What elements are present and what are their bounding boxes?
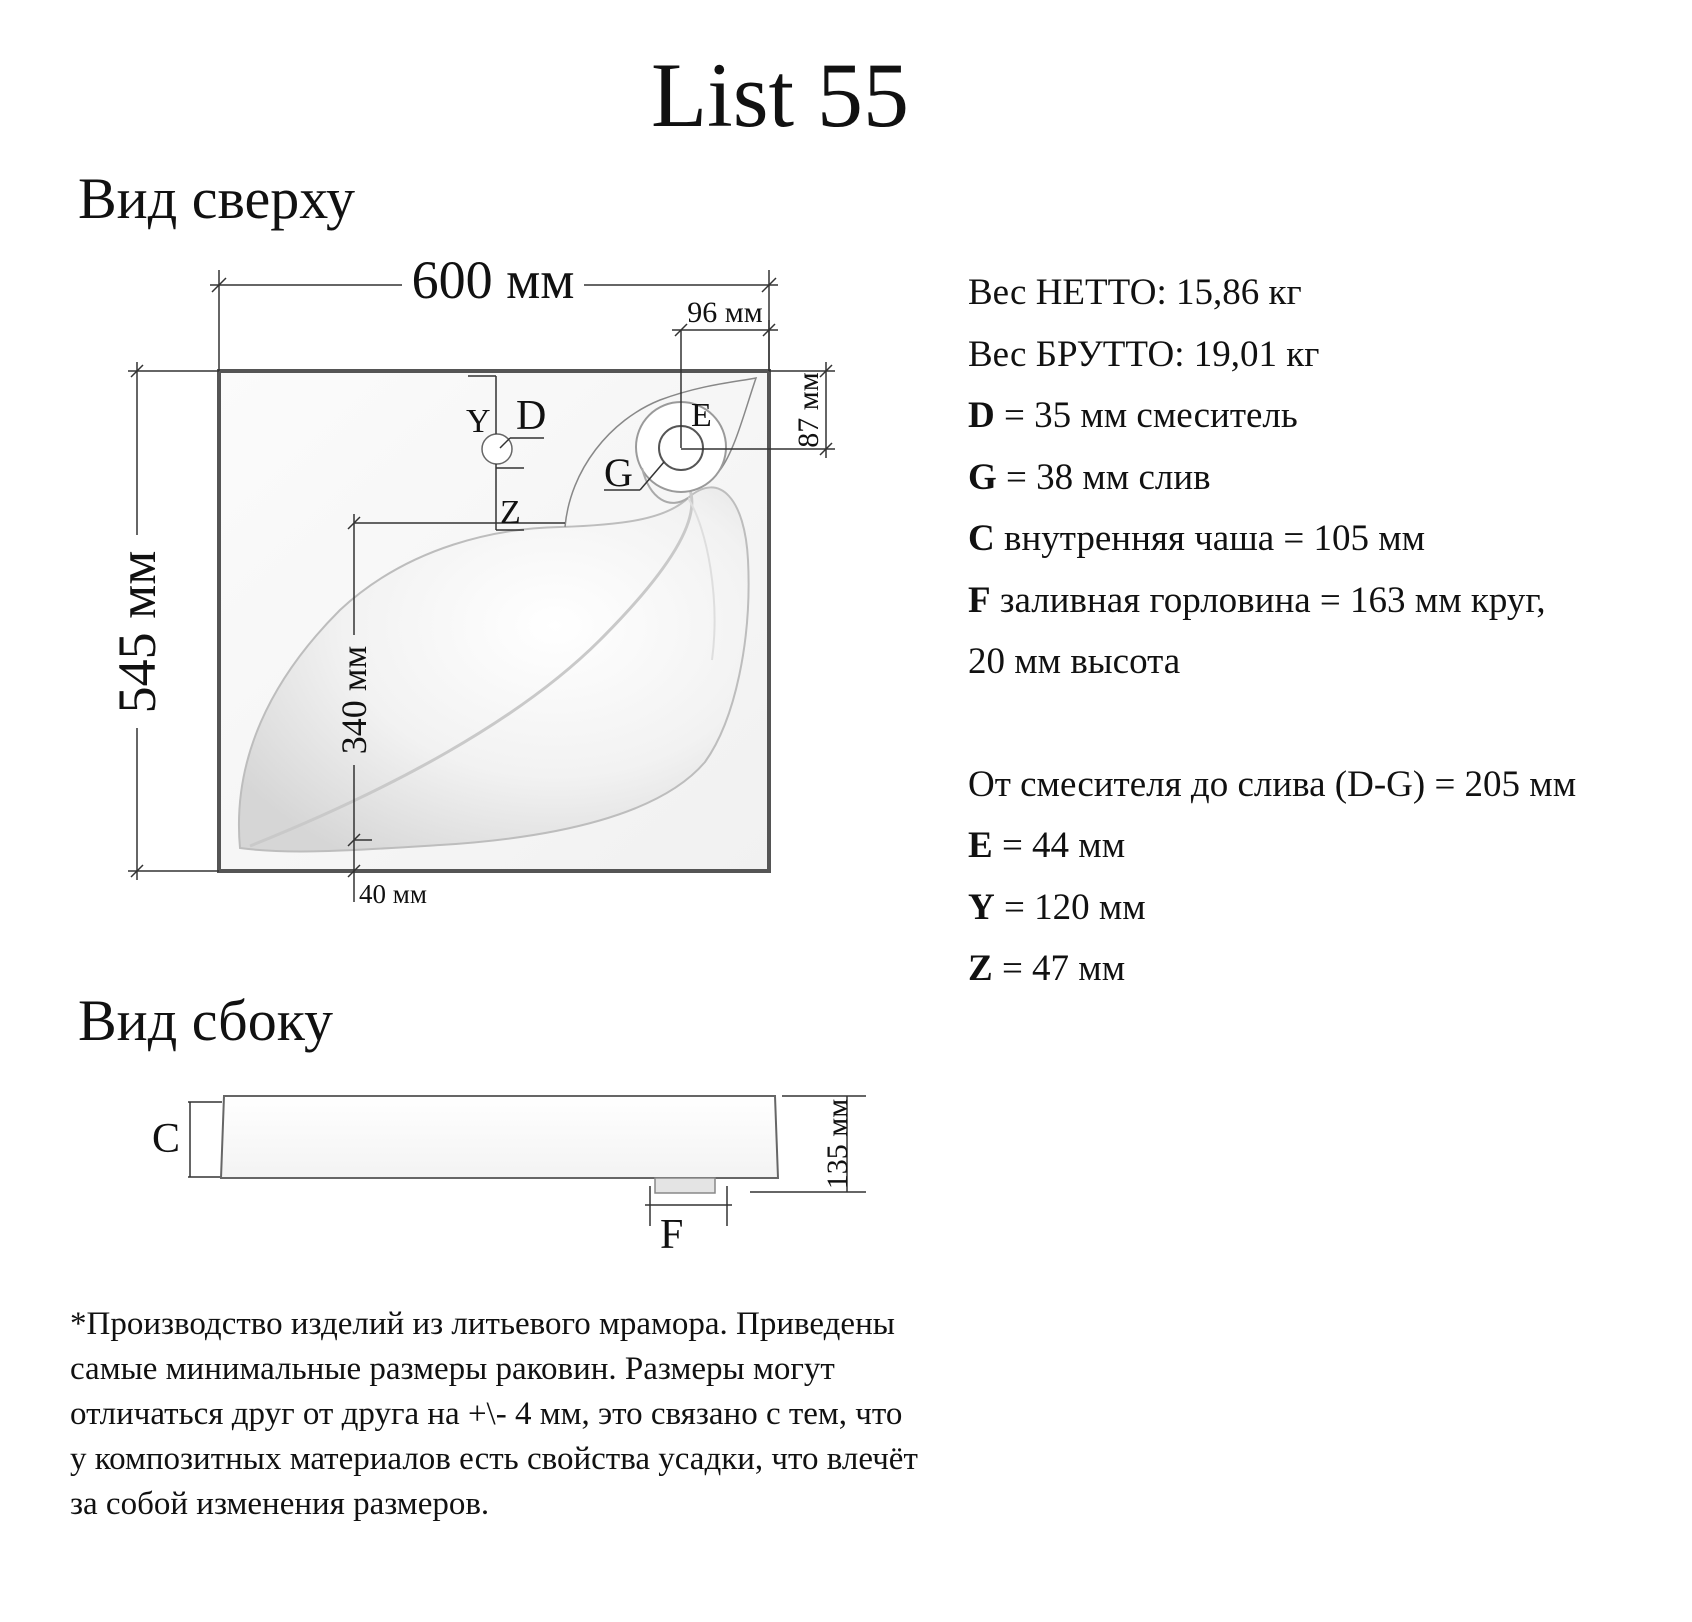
width-label: 600 мм	[411, 250, 575, 310]
spec-d	[968, 385, 1668, 447]
note-line-1: *Производство изделий из литьевого мрамора. Приведены	[70, 1306, 895, 1342]
spec-c-key: C	[968, 518, 995, 559]
height-label: 545 мм	[107, 550, 167, 714]
bottom-offset-label: 40 мм	[359, 879, 427, 909]
spec-d-text: = 35 мм смеситель	[994, 395, 1298, 436]
spec-z	[968, 938, 1668, 1000]
label-g: G	[604, 450, 633, 495]
drain-neck	[655, 1178, 715, 1193]
page-title: List 55	[650, 44, 910, 146]
label-f: F	[660, 1212, 684, 1258]
top-view-heading: Вид сверху	[78, 166, 356, 231]
note-line-3: отличаться друг от друга на +\- 4 мм, это связано с тем, что	[70, 1396, 903, 1432]
note-line-2: самые минимальные размеры раковин. Размеры могут	[70, 1351, 835, 1387]
production-note	[70, 1302, 1050, 1527]
side-height-label: 135 мм	[821, 1098, 854, 1190]
spec-e-key: E	[968, 825, 993, 866]
spec-d-key: D	[968, 395, 995, 436]
offset-96-label: 96 мм	[687, 296, 763, 329]
spec-z-text: = 47 мм	[992, 948, 1126, 989]
spec-spacer	[968, 693, 1668, 754]
spec-weight-net: Вес НЕТТО: 15,86 кг	[968, 272, 1302, 313]
note-line-5: за собой изменения размеров.	[70, 1486, 490, 1522]
spec-g-text: = 38 мм слив	[996, 456, 1211, 498]
specifications	[968, 262, 1668, 1000]
spec-z-key: Z	[968, 948, 993, 989]
label-y: Y	[466, 403, 491, 440]
spec-e-text: = 44 мм	[992, 825, 1126, 866]
offset-87-label: 87 мм	[792, 372, 825, 448]
label-e: E	[691, 397, 712, 434]
spec-c	[968, 508, 1668, 570]
spec-y	[968, 877, 1668, 939]
spec-y-text: = 120 мм	[994, 886, 1146, 928]
side-view-heading: Вид сбоку	[78, 988, 334, 1053]
spec-dg: От смесителя до слива (D-G) = 205 мм	[968, 763, 1577, 805]
spec-c-text: внутренняя чаша = 105 мм	[994, 518, 1426, 559]
spec-weight-gross: Вес БРУТТО: 19,01 кг	[968, 333, 1320, 375]
label-c: C	[152, 1116, 181, 1162]
spec-f-key: F	[968, 579, 991, 621]
spec-f-height: 20 мм высота	[968, 641, 1181, 682]
sink-side-profile	[221, 1096, 778, 1178]
spec-g	[968, 447, 1668, 509]
spec-y-key: Y	[968, 886, 995, 928]
label-d: D	[516, 393, 547, 439]
c-dimension	[188, 1102, 222, 1177]
spec-f-text: заливная горловина = 163 мм круг,	[990, 579, 1546, 621]
spec-e	[968, 815, 1668, 877]
label-z: Z	[500, 494, 521, 531]
spec-g-key: G	[968, 456, 997, 498]
bowl-depth-label: 340 мм	[334, 645, 374, 755]
spec-f	[968, 570, 1668, 632]
note-line-4: у композитных материалов есть свойства усадки, что влечёт	[70, 1441, 918, 1477]
